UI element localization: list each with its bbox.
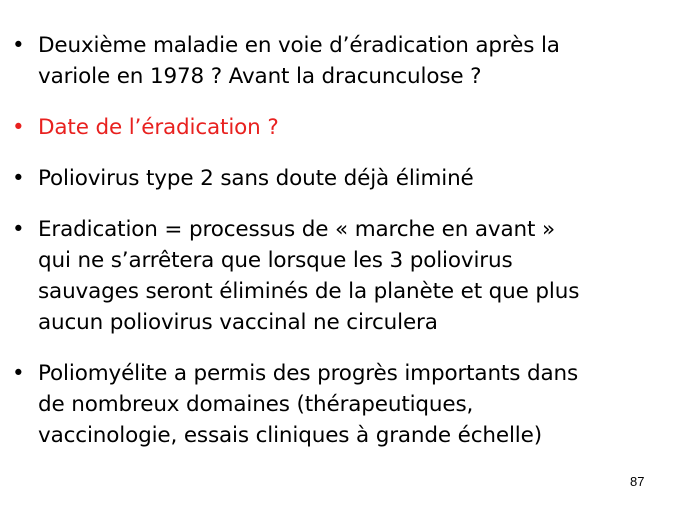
bullet-dot-icon: • [12, 166, 25, 191]
bullet-text-line: Eradication = processus de « marche en avant » [38, 217, 555, 242]
bullet-text-line: sauvages seront éliminés de la planète et que plus [38, 279, 580, 304]
bullet-text-line: Poliomyélite a permis des progrès importants dans [38, 361, 578, 386]
bullet-text-line: Deuxième maladie en voie d’éradication après la [38, 33, 560, 58]
bullet-text-line: de nombreux domaines (thérapeutiques, [38, 392, 474, 417]
bullet-text-line: qui ne s’arrêtera que lorsque les 3 poliovirus [38, 248, 513, 273]
bullet-text-line: aucun poliovirus vaccinal ne circulera [38, 310, 438, 335]
bullet-item-progress-domains [12, 358, 672, 451]
bullet-item-eradication-process [12, 214, 672, 338]
bullet-dot-icon: • [12, 361, 25, 386]
bullet-text-line: variole en 1978 ? Avant la dracunculose ? [38, 64, 482, 89]
bullet-dot-icon: • [12, 217, 25, 242]
bullet-item-poliovirus-type-2 [12, 163, 672, 194]
bullet-text-line: Date de l’éradication ? [38, 115, 279, 140]
bullet-text-line: vaccinologie, essais cliniques à grande échelle) [38, 423, 542, 448]
bullet-item-eradication-order [12, 30, 672, 92]
page-number: 87 [630, 474, 645, 489]
bullet-dot-icon: • [12, 115, 25, 140]
bullet-list [12, 30, 672, 471]
bullet-item-eradication-date [12, 112, 672, 143]
bullet-dot-icon: • [12, 33, 25, 58]
bullet-text-line: Poliovirus type 2 sans doute déjà éliminé [38, 166, 474, 191]
